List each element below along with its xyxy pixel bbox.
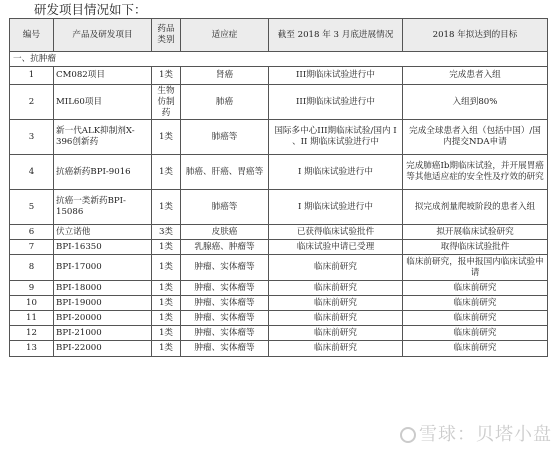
cell-no: 6 xyxy=(10,225,54,240)
cell-category: 1类 xyxy=(152,255,181,281)
cell-name: BPI-18000 xyxy=(54,281,152,296)
table-row xyxy=(10,296,548,311)
cell-progress: 已获得临床试验批件 xyxy=(269,225,403,240)
section-label: 一、抗肿瘤 xyxy=(10,52,548,67)
cell-category: 1类 xyxy=(152,326,181,341)
cell-no: 11 xyxy=(10,311,54,326)
table-row xyxy=(10,67,548,85)
cell-indication: 皮肤癌 xyxy=(181,225,269,240)
cell-name: BPI-20000 xyxy=(54,311,152,326)
cell-category: 3类 xyxy=(152,225,181,240)
cell-progress: III期临床试验进行中 xyxy=(269,85,403,120)
table-row xyxy=(10,240,548,255)
cell-progress: 临床前研究 xyxy=(269,326,403,341)
cell-name: 新一代ALK抑制剂X-396创新药 xyxy=(54,120,152,155)
cell-name: BPI-17000 xyxy=(54,255,152,281)
table-row xyxy=(10,190,548,225)
cell-indication: 肿瘤、实体瘤等 xyxy=(181,281,269,296)
cell-name: BPI-16350 xyxy=(54,240,152,255)
cell-target: 完成肺癌Ib期临床试验，并开展胃癌等其他适应症的安全性及疗效的研究 xyxy=(403,155,548,190)
cell-indication: 肺癌等 xyxy=(181,190,269,225)
table-row xyxy=(10,120,548,155)
cell-indication: 肺癌、肝癌、胃癌等 xyxy=(181,155,269,190)
header-product: 产品及研发项目 xyxy=(54,19,152,52)
cell-name: MIL60项目 xyxy=(54,85,152,120)
cell-category: 1类 xyxy=(152,155,181,190)
cell-no: 7 xyxy=(10,240,54,255)
header-indication: 适应症 xyxy=(181,19,269,52)
cell-category: 1类 xyxy=(152,341,181,357)
table-row xyxy=(10,155,548,190)
cell-category: 1类 xyxy=(152,296,181,311)
cell-indication: 乳腺癌、肿瘤等 xyxy=(181,240,269,255)
cell-indication: 肿瘤、实体瘤等 xyxy=(181,326,269,341)
cell-target: 拟开展临床试验研究 xyxy=(403,225,548,240)
cell-category: 生物仿制药 xyxy=(152,85,181,120)
cell-progress: 临床前研究 xyxy=(269,311,403,326)
watermark xyxy=(400,420,552,446)
cell-target: 入组到80% xyxy=(403,85,548,120)
cell-target: 临床前研究 xyxy=(403,281,548,296)
cell-indication: 肺癌 xyxy=(181,85,269,120)
cell-target: 拟完成剂量爬坡阶段的患者入组 xyxy=(403,190,548,225)
cell-name: 伏立诺他 xyxy=(54,225,152,240)
rd-projects-table xyxy=(9,18,548,357)
cell-name: CM082项目 xyxy=(54,67,152,85)
header-number: 编号 xyxy=(10,19,54,52)
cell-progress: 临床试验申请已受理 xyxy=(269,240,403,255)
cell-category: 1类 xyxy=(152,311,181,326)
cell-indication: 肺癌等 xyxy=(181,120,269,155)
cell-progress: I 期临床试验进行中 xyxy=(269,155,403,190)
cell-target: 临床前研究 xyxy=(403,296,548,311)
table-row xyxy=(10,85,548,120)
header-progress: 截至 2018 年 3 月底进展情况 xyxy=(269,19,403,52)
cell-indication: 肿瘤、实体瘤等 xyxy=(181,311,269,326)
watermark-text: 雪球：贝塔小盘 xyxy=(419,424,552,445)
cell-indication: 肿瘤、实体瘤等 xyxy=(181,296,269,311)
cell-progress: I 期临床试验进行中 xyxy=(269,190,403,225)
table-row xyxy=(10,281,548,296)
cell-no: 2 xyxy=(10,85,54,120)
cell-no: 5 xyxy=(10,190,54,225)
cell-no: 3 xyxy=(10,120,54,155)
table-row xyxy=(10,311,548,326)
cell-category: 1类 xyxy=(152,120,181,155)
table-row xyxy=(10,255,548,281)
cell-name: 抗癌一类新药BPI-15086 xyxy=(54,190,152,225)
cell-progress: 国际多中心III期临床试验/国内 I 、II 期临床试验进行中 xyxy=(269,120,403,155)
cell-indication: 肿瘤、实体瘤等 xyxy=(181,255,269,281)
snowball-logo-icon xyxy=(400,427,416,443)
cell-progress: III期临床试验进行中 xyxy=(269,67,403,85)
cell-indication: 肿瘤、实体瘤等 xyxy=(181,341,269,357)
cell-target: 临床前研究 xyxy=(403,341,548,357)
cell-name: BPI-22000 xyxy=(54,341,152,357)
cell-target: 临床前研究，报申报国内临床试验申请 xyxy=(403,255,548,281)
cell-no: 9 xyxy=(10,281,54,296)
cell-no: 12 xyxy=(10,326,54,341)
cell-no: 1 xyxy=(10,67,54,85)
cell-progress: 临床前研究 xyxy=(269,255,403,281)
header-category: 药品类别 xyxy=(152,19,181,52)
cell-progress: 临床前研究 xyxy=(269,296,403,311)
cell-no: 4 xyxy=(10,155,54,190)
cell-name: BPI-21000 xyxy=(54,326,152,341)
cell-no: 10 xyxy=(10,296,54,311)
table-row xyxy=(10,326,548,341)
cell-progress: 临床前研究 xyxy=(269,341,403,357)
cell-name: 抗癌新药BPI-9016 xyxy=(54,155,152,190)
cell-category: 1类 xyxy=(152,67,181,85)
cell-progress: 临床前研究 xyxy=(269,281,403,296)
cell-target: 完成全球患者入组（包括中国）/国内提交NDA申请 xyxy=(403,120,548,155)
cell-target: 取得临床试验批件 xyxy=(403,240,548,255)
cell-target: 完成患者入组 xyxy=(403,67,548,85)
table-row xyxy=(10,341,548,357)
cell-name: BPI-19000 xyxy=(54,296,152,311)
cell-category: 1类 xyxy=(152,281,181,296)
table-row xyxy=(10,225,548,240)
cell-category: 1类 xyxy=(152,190,181,225)
cell-no: 8 xyxy=(10,255,54,281)
cell-target: 临床前研究 xyxy=(403,311,548,326)
page-heading: 研发项目情况如下： xyxy=(34,2,147,17)
cell-category: 1类 xyxy=(152,240,181,255)
cell-target: 临床前研究 xyxy=(403,326,548,341)
cell-no: 13 xyxy=(10,341,54,357)
header-target: 2018 年拟达到的目标 xyxy=(403,19,548,52)
table-header-row xyxy=(10,19,548,52)
cell-indication: 肾癌 xyxy=(181,67,269,85)
section-row xyxy=(10,52,548,67)
